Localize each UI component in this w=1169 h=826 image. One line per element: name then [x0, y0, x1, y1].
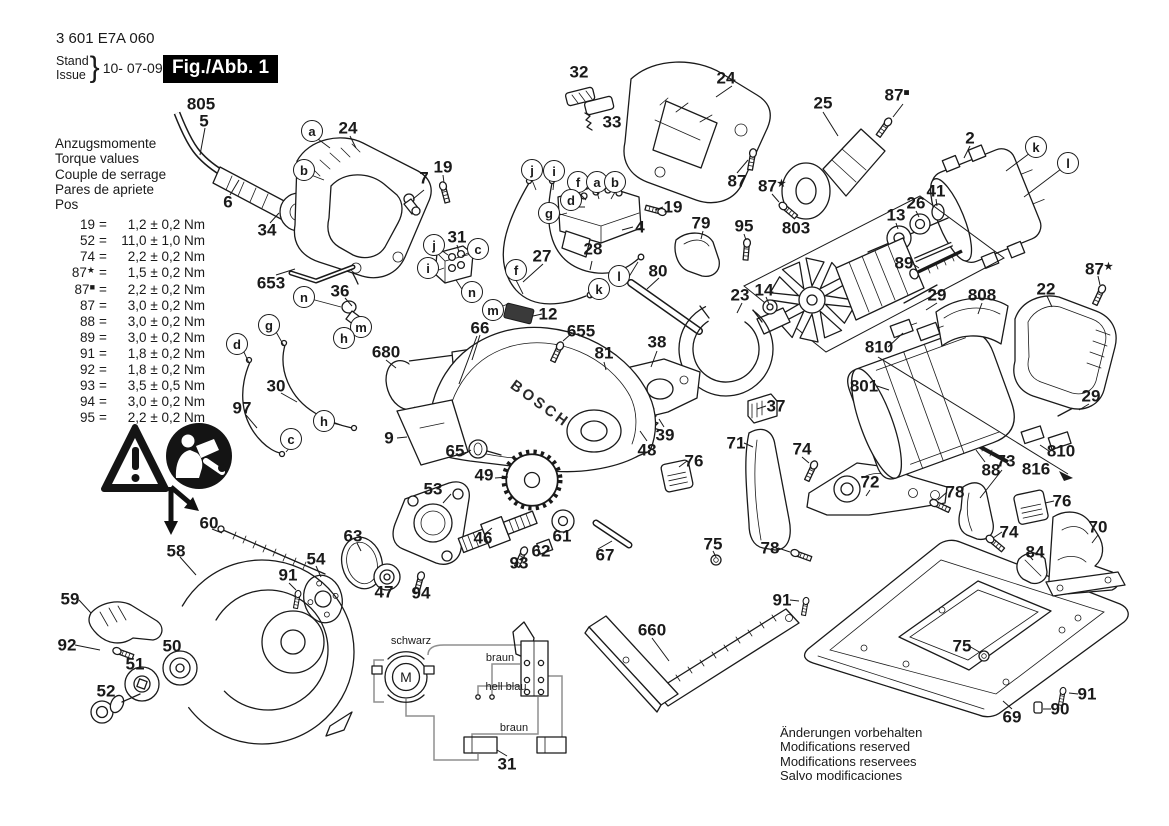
letter-callout-d: d [226, 333, 248, 355]
letter-callout-j: j [423, 234, 445, 256]
part-label-52: 52 [96, 681, 116, 701]
part-label-79: 79 [691, 213, 711, 233]
part-label-2: 2 [965, 128, 975, 148]
part-label-50: 50 [162, 636, 182, 656]
part-label-97: 97 [232, 398, 252, 418]
part-label-6: 6 [223, 192, 233, 212]
upper-housing-drawing [624, 62, 770, 203]
part-label-72: 72 [860, 472, 880, 492]
letter-callout-k: k [1025, 136, 1047, 158]
letter-callout-c: c [280, 428, 302, 450]
motor-symbol-label: M [400, 669, 412, 685]
stand-label: Stand [56, 53, 89, 68]
torque-table [55, 136, 205, 426]
modifications-notice-line: Salvo modificaciones [780, 767, 903, 783]
part-label-26: 26 [906, 193, 926, 213]
part-label-67: 67 [595, 545, 615, 565]
letter-callout-c: c [467, 238, 489, 260]
part-label-74: 74 [999, 522, 1019, 542]
part-label-5: 5 [199, 111, 209, 131]
part-label-90: 90 [1050, 699, 1070, 719]
part-label-87-mark: 87★ [758, 176, 786, 196]
part-label-38: 38 [647, 332, 667, 352]
torque-heading-line: Anzugsmomente [55, 136, 157, 151]
part-label-47: 47 [374, 582, 394, 602]
part-label-84: 84 [1025, 542, 1045, 562]
allen-key-drawing [291, 267, 353, 281]
part-label-810: 810 [1046, 441, 1076, 461]
part-label-78: 78 [945, 482, 965, 502]
part-label-46: 46 [473, 528, 493, 548]
brace-glyph: } [89, 51, 100, 84]
letter-callout-b: b [604, 171, 626, 193]
part-label-4: 4 [635, 217, 645, 237]
torque-row: 93 = 3,5 ± 0,5 Nm [79, 377, 205, 393]
part-label-95: 95 [734, 216, 754, 236]
part-label-54: 54 [306, 549, 326, 569]
torque-row: 19 = 1,2 ± 0,2 Nm [79, 217, 205, 233]
part-label-70: 70 [1088, 517, 1108, 537]
letter-callout-i: i [543, 160, 565, 182]
part-label-58: 58 [166, 541, 186, 561]
part-label-92: 92 [57, 635, 77, 655]
part-label-53: 53 [423, 479, 443, 499]
part-label-39: 39 [655, 425, 675, 445]
letter-callout-n: n [461, 281, 483, 303]
part-label-88: 88 [981, 460, 1001, 480]
modifications-notice-line: Modifications reservees [780, 753, 917, 769]
part-label-89: 89 [894, 253, 914, 273]
part-label-76: 76 [1052, 491, 1072, 511]
modifications-notice-line: Modifications reserved [780, 739, 911, 755]
letter-callout-k: k [588, 278, 610, 300]
part-label-49: 49 [474, 465, 494, 485]
part-label-74: 74 [792, 439, 812, 459]
part-label-87-mark: 87★ [1085, 259, 1113, 279]
part-label-32: 32 [569, 62, 589, 82]
part-label-653: 653 [256, 273, 286, 293]
cable-clamp-12-drawing [503, 303, 534, 324]
letter-callout-g: g [258, 314, 280, 336]
part-label-23: 23 [730, 285, 750, 305]
wire-color-label: braun [485, 652, 515, 664]
lever-59-drawing [89, 602, 162, 643]
letter-callout-m: m [350, 316, 372, 338]
part-label-75: 75 [952, 636, 972, 656]
read-manual-icon [166, 423, 232, 489]
wire-color-label: schwarz [390, 635, 432, 647]
part-label-19: 19 [433, 157, 453, 177]
part-label-69: 69 [1002, 707, 1022, 727]
part-label-24: 24 [338, 118, 358, 138]
letter-callout-h: h [333, 327, 355, 349]
letter-callout-f: f [567, 171, 589, 193]
product-code: 3 601 E7A 060 [56, 30, 155, 47]
end-cover-22-drawing [1014, 296, 1116, 409]
part-label-680: 680 [371, 342, 401, 362]
letter-callout-l: l [608, 265, 630, 287]
torque-table-rows [55, 217, 205, 426]
part-label-9: 9 [384, 428, 394, 448]
knob-76-right-drawing [1013, 489, 1049, 525]
letter-callout-b: b [293, 159, 315, 181]
torque-heading-line: Couple de serrage [55, 166, 167, 182]
part-label-48: 48 [637, 440, 657, 460]
part-label-7: 7 [419, 168, 429, 188]
part-label-65: 65 [445, 441, 465, 461]
part-label-808: 808 [967, 285, 997, 305]
letter-callout-m: m [482, 299, 504, 321]
part-label-76: 76 [684, 451, 704, 471]
bevel-bracket-70-drawing [1046, 512, 1125, 596]
part-label-63: 63 [343, 526, 363, 546]
torque-row: 52 = 11,0 ± 1,0 Nm [79, 233, 205, 249]
warning-triangle-icon [104, 427, 166, 489]
part-label-25: 25 [813, 93, 833, 113]
part-label-31: 31 [497, 754, 517, 774]
part-label-62: 62 [531, 541, 551, 561]
torque-row: 94 = 3,0 ± 0,2 Nm [79, 393, 205, 409]
wire-color-label: hell blau [485, 681, 527, 693]
part-label-93: 93 [509, 553, 529, 573]
part-label-34: 34 [257, 220, 277, 240]
issue-date: 10- 07-09 [102, 60, 163, 76]
letter-callout-a: a [586, 171, 608, 193]
part-label-59: 59 [60, 589, 80, 609]
issue-date-row [56, 51, 163, 85]
letter-callout-f: f [505, 259, 527, 281]
wire-color-label: braun [499, 722, 529, 734]
part-label-31: 31 [447, 227, 467, 247]
torque-table-heading [55, 136, 205, 212]
part-label-87-mark: 87■ [884, 85, 910, 105]
part-label-41: 41 [926, 181, 946, 201]
knob-25-drawing [782, 129, 885, 219]
part-label-22: 22 [1036, 279, 1056, 299]
torque-heading-line: Torque values [55, 151, 140, 167]
part-label-810: 810 [864, 337, 894, 357]
part-label-29: 29 [1081, 386, 1101, 406]
pin-80-drawing [631, 283, 699, 331]
part-label-73: 73 [996, 451, 1016, 471]
part-label-12: 12 [538, 304, 558, 324]
issue-label: Issue [56, 68, 86, 82]
lever-79-drawing [675, 233, 719, 276]
figure-title: Fig./Abb. 1 [163, 55, 278, 83]
torque-row: 89 = 3,0 ± 0,2 Nm [79, 329, 205, 345]
torque-row: 87★ = 1,5 ± 0,2 Nm [71, 265, 205, 281]
brand-logo-text: BOSCH [507, 376, 573, 432]
part-label-801: 801 [849, 376, 879, 396]
part-label-660: 660 [637, 620, 667, 640]
part-label-91: 91 [278, 565, 298, 585]
part-label-78: 78 [760, 538, 780, 558]
part-label-80: 80 [648, 261, 668, 281]
letter-callout-h: h [313, 410, 335, 432]
part-label-655: 655 [566, 321, 596, 341]
torque-heading-line: Pos [55, 197, 79, 212]
part-label-37: 37 [766, 396, 786, 416]
part-label-14: 14 [754, 280, 774, 300]
pin-67-drawing [596, 523, 629, 545]
part-label-805: 805 [186, 94, 216, 114]
part-label-33: 33 [602, 112, 622, 132]
direction-arrows-icon [164, 487, 199, 535]
torque-row: 88 = 3,0 ± 0,2 Nm [79, 313, 205, 329]
modifications-notice [780, 726, 922, 783]
part-label-91: 91 [1077, 684, 1097, 704]
part-label-13: 13 [886, 205, 906, 225]
letter-callout-i: i [417, 257, 439, 279]
letter-callout-n: n [293, 286, 315, 308]
torque-heading-line: Pares de apriete [55, 181, 155, 197]
part-label-61: 61 [552, 526, 572, 546]
part-label-81: 81 [594, 343, 614, 363]
part-label-60: 60 [199, 513, 219, 533]
letter-callout-l: l [1057, 152, 1079, 174]
long-screw-89-drawing [908, 251, 962, 280]
riving-arm-71-drawing [746, 429, 790, 550]
modifications-notice-line: Änderungen vorbehalten [780, 725, 923, 740]
letter-callout-a: a [301, 120, 323, 142]
torque-row: 95 = 2,2 ± 0,2 Nm [79, 410, 205, 425]
part-label-71: 71 [726, 433, 746, 453]
part-label-66: 66 [470, 318, 490, 338]
torque-row: 92 = 1,8 ± 0,2 Nm [79, 361, 205, 377]
torque-row: 91 = 1,8 ± 0,2 Nm [79, 345, 205, 361]
part-label-30: 30 [266, 376, 286, 396]
letter-callout-j: j [521, 159, 543, 181]
part-label-36: 36 [330, 281, 350, 301]
part-label-91: 91 [772, 590, 792, 610]
torque-row: 87 = 3,0 ± 0,2 Nm [79, 297, 205, 313]
part-label-75: 75 [703, 534, 723, 554]
torque-row: 87■ = 2,2 ± 0,2 Nm [74, 281, 205, 297]
torque-row: 74 = 2,2 ± 0,2 Nm [79, 249, 205, 265]
part-label-803: 803 [781, 218, 811, 238]
letter-callout-g: g [538, 202, 560, 224]
part-label-94: 94 [411, 583, 431, 603]
part-label-28: 28 [583, 239, 603, 259]
part-label-24: 24 [716, 68, 736, 88]
part-label-51: 51 [125, 654, 145, 674]
part-label-87: 87 [727, 171, 747, 191]
part-label-29: 29 [927, 285, 947, 305]
rip-fence-drawing [585, 609, 799, 712]
part-label-27: 27 [532, 246, 552, 266]
bearing-50-drawing [163, 651, 197, 685]
part-label-19: 19 [663, 197, 683, 217]
letter-callout-d: d [560, 189, 582, 211]
part-label-816: 816 [1021, 459, 1051, 479]
